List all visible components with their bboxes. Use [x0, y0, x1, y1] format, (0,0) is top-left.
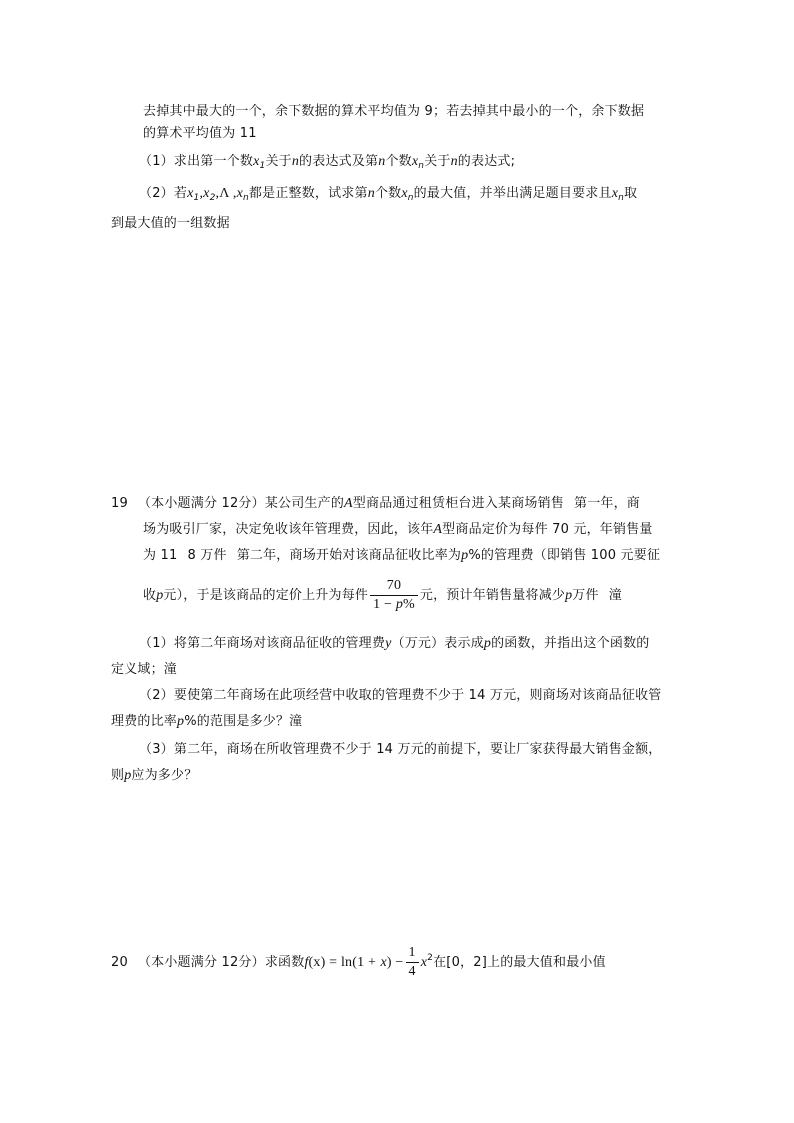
p19-question-2 — [139, 686, 661, 706]
fraction-quarter — [406, 944, 419, 981]
p18-question-2 — [139, 184, 637, 208]
var-p: p — [156, 588, 164, 603]
var-x: x — [420, 955, 428, 970]
p19-question-3-cont — [111, 766, 197, 786]
expr-part: ) − — [386, 955, 404, 970]
sub-n: n — [618, 193, 625, 203]
p19-q1d: 定义域；潼 — [111, 662, 178, 677]
p18-line1-text: 去掉其中最大的一个，余下数据的算术平均值为 9；若去掉其中最小的一个，余下数据 — [143, 104, 645, 119]
p19-q2c: %的范围是多少？潼 — [184, 714, 303, 729]
den-part: 1 − — [373, 597, 393, 612]
p18-line2-text: 的算术平均值为 11 — [143, 126, 257, 141]
p18-q1-text-c: 的表达式及第 — [299, 154, 379, 169]
var-n: n — [367, 186, 375, 201]
var-p: p — [483, 636, 492, 651]
p19-l3a: 为 11 — [143, 548, 178, 563]
p18-q1-text-f: 的表达式; — [457, 154, 516, 169]
problem-number: 20 — [111, 955, 128, 970]
fraction-numerator: 70 — [370, 577, 418, 596]
p19-line4 — [143, 576, 622, 616]
stray-char: 潼 — [608, 588, 622, 603]
p20-text-a: （本小题满分 12分）求函数 — [137, 955, 305, 970]
p18-line1 — [143, 102, 644, 122]
p18-q2-text-c: 个数 — [374, 186, 402, 201]
p18-q2-line2: 到最大值的一组数据 — [111, 216, 230, 231]
var-p: p — [461, 548, 469, 563]
var-p: p — [395, 597, 404, 612]
var-A: A — [433, 522, 443, 537]
fraction-denominator: 4 — [408, 964, 416, 979]
sub-1: 1 — [259, 161, 266, 171]
p19-question-3 — [139, 740, 661, 760]
comma: , — [199, 186, 204, 201]
fraction-price — [370, 577, 418, 614]
var-x: x — [411, 154, 419, 169]
var-f: f — [304, 955, 309, 970]
p19-l3b: 8 万件 — [187, 548, 227, 563]
sub-n: n — [407, 193, 414, 203]
p18-q1-text-d: 个数 — [385, 154, 412, 169]
p18-q2-text-b: 都是正整数，试求第 — [248, 186, 368, 201]
p18-q2-text-d: 的最大值，并举出满足题目要求且 — [413, 186, 612, 201]
p19-l2b: 型商品定价为每件 70 元，年销售量 — [442, 522, 653, 537]
expr-part: (x) = ln(1 + — [308, 955, 377, 970]
var-p: p — [565, 588, 573, 603]
p19-line3 — [143, 546, 660, 566]
p19-q2a: （2）要使第二年商场在此项经营中收取的管理费不少于 14 万元，则商场对该商品征收管 — [139, 688, 662, 703]
p19-q2b: 理费的比率 — [111, 714, 178, 729]
var-y: y — [385, 636, 392, 651]
p19-question-1 — [139, 634, 650, 654]
fraction-denominator — [370, 596, 418, 614]
var-n: n — [378, 154, 386, 169]
p19-q1b: （万元）表示成 — [391, 636, 484, 651]
p19-l1a: （本小题满分 12分）某公司生产的 — [137, 496, 345, 511]
p19-line1 — [111, 494, 640, 514]
p19-l3d: %的管理费（即销售 100 元要征 — [468, 548, 661, 563]
p19-l4c: 元，预计年销售量将减少 — [419, 588, 566, 603]
p19-q1c: 的函数，并指出这个函数的 — [491, 636, 650, 651]
p19-line2 — [143, 520, 653, 540]
p19-l2a: 场为吸引厂家，决定免收该年管理费，因此，该年 — [143, 522, 434, 537]
p18-q1-text-a: （1）求出第一个数 — [139, 154, 254, 169]
p19-l1c: 第一年，商 — [574, 496, 641, 511]
var-x: x — [236, 186, 244, 201]
sub-2: 2 — [209, 193, 216, 203]
exponent: 2 — [427, 953, 434, 963]
p19-q3a: （3）第二年，商场在所收管理费不少于 14 万元的前提下，要让厂家获得最大销售金额， — [139, 742, 662, 757]
p19-l1b: 型商品通过租赁柜台进入某商场销售 — [352, 496, 564, 511]
p18-question-1 — [139, 152, 515, 176]
p20-text-b: 在[0，2]上的最大值和最小值 — [433, 955, 606, 970]
p20-line1 — [111, 938, 606, 983]
p19-l4a: 收 — [143, 588, 157, 603]
p18-q1-text-e: 关于 — [424, 154, 451, 169]
p18-q1-text-b: 关于 — [265, 154, 292, 169]
var-x: x — [380, 955, 387, 970]
p19-question-2-cont — [111, 712, 302, 732]
p19-l4d: 万件 — [572, 588, 599, 603]
var-x: x — [401, 186, 408, 201]
p19-q3b: 则 — [111, 768, 125, 783]
problem-number: 19 — [111, 496, 128, 511]
p19-l4b: 元），于是该商品的定价上升为每件 — [163, 588, 369, 603]
var-n: n — [291, 154, 300, 169]
p18-line2 — [143, 124, 257, 144]
p19-q1a: （1）将第二年商场对该商品征收的管理费 — [139, 636, 386, 651]
var-A: A — [344, 496, 353, 511]
p19-l3c: 第二年，商场开始对该商品征收比率为 — [236, 548, 462, 563]
sub-n: n — [418, 161, 425, 171]
var-x: x — [187, 186, 194, 201]
den-percent: % — [403, 597, 415, 612]
fraction-numerator: 1 — [406, 944, 419, 963]
p18-q2-text-e: 取 — [624, 186, 638, 201]
var-x: x — [611, 186, 619, 201]
p19-question-1-cont — [111, 660, 177, 680]
var-x: x — [253, 154, 260, 169]
sub-n: n — [243, 193, 249, 203]
var-x: x — [203, 186, 210, 201]
p18-q2-text-a: （2）若 — [139, 186, 188, 201]
sub-1: 1 — [193, 193, 200, 203]
var-n: n — [450, 154, 458, 169]
var-p: p — [177, 714, 185, 729]
p18-question-2-cont — [111, 214, 230, 234]
var-p: p — [124, 768, 132, 783]
p19-q3c: 应为多少？ — [131, 768, 198, 783]
ellipsis-sep: ,Λ , — [215, 186, 237, 201]
